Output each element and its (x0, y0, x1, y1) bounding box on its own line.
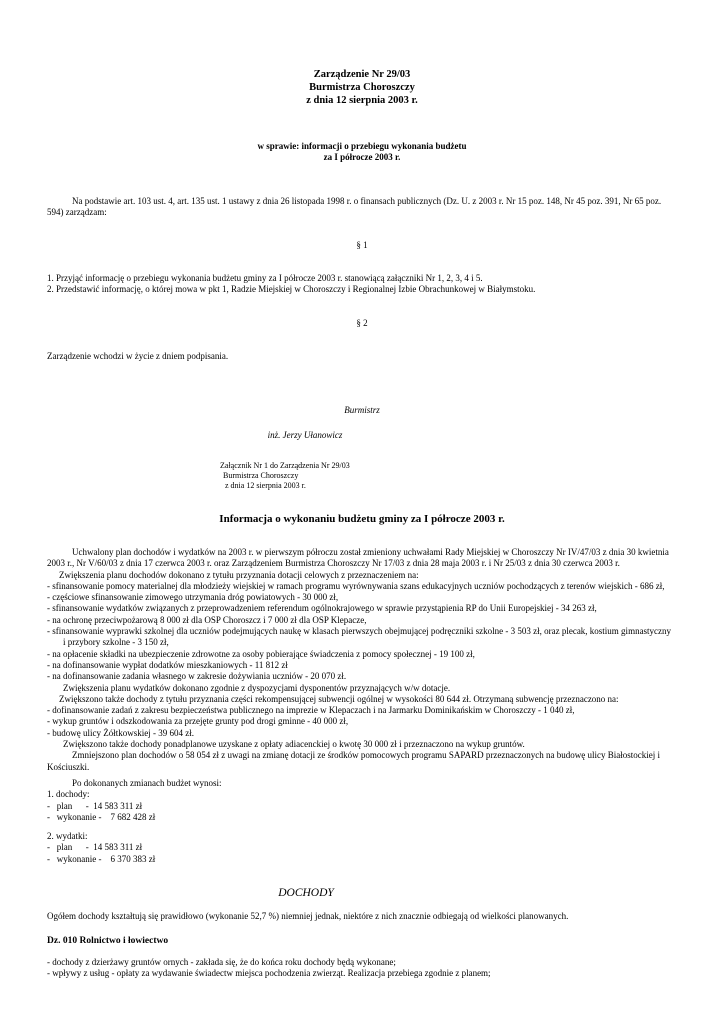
budget-summary (47, 778, 347, 823)
budget-expenses (47, 831, 347, 865)
income-item: - na ochronę przeciwpożarową 8 000 zł dla OSP Choroszcz i 7 000 zł dla OSP Klepacze, (47, 614, 367, 625)
annex-line-3: z dnia 12 sierpnia 2003 r. (225, 481, 306, 490)
income-item: - sfinansowanie wyprawki szkolnej dla uczniów podejmujących naukę w klasach pierwszych obejmującej podręczniki szkolne - 3 503 zł, oraz plecak, kostium gimnastyczny (47, 626, 672, 637)
income-section-title: DOCHODY (278, 887, 334, 899)
document-title (0, 68, 724, 107)
division-item: - dochody z dzierżawy gruntów ornych - zakłada się, że do końca roku dochody będą wykonane; (47, 957, 396, 967)
signature-role: Burmistrz (344, 405, 380, 415)
paragraph-1-items (47, 273, 687, 296)
subsidy-item: - wykup gruntów i odszkodowania za przejęte grunty pod drogi gminne - 40 000 zł, (47, 716, 349, 727)
budget-expense-execution: - wykonanie - 6 370 383 zł (47, 853, 156, 864)
income-item: - częściowe sfinansowanie zimowego utrzymania dróg powiatowych - 30 000 zł, (47, 592, 339, 603)
body-p6-line-2: Kościuszki. (47, 761, 90, 772)
income-item: - sfinansowanie wydatków związanych z przeprowadzeniem referendum ogólnokrajowego w sprawie przystąpienia RP do Unii Europejskiej - 34 263 zł, (47, 603, 597, 614)
basis-line-2: 594) zarządzam: (47, 207, 107, 218)
subject-line-1: w sprawie: informacji o przebiegu wykonania budżetu (257, 141, 467, 151)
body-p2: Zwiększenia planu dochodów dokonano z tytułu przyznania dotacji celowych z przeznaczeniem na: (59, 569, 419, 580)
info-title: Informacja o wykonaniu budżetu gminy za I półrocze 2003 r. (219, 513, 505, 525)
annex-reference (220, 461, 350, 491)
subject (0, 141, 724, 164)
budget-expense-head: 2. wydatki: (47, 831, 88, 841)
body-p5: Zwiększono także dochody ponadplanowe uzyskane z opłaty adiacenckiej o kwotę 30 000 zł i przeznaczono na wykup gruntów. (63, 739, 525, 750)
paragraph-1-item-2: 2. Przedstawić informację, o której mowa w pkt 1, Radzie Miejskiej w Choroszczy i Regionalnej Izbie Obrachunkowej w Białymstoku. (47, 284, 536, 295)
body-p3: Zwiększenia planu wydatków dokonano zgodnie z dyspozycjami dysponentów przyznających w/w dotacje. (63, 682, 451, 693)
paragraph-1-item-1: 1. Przyjąć informację o przebiegu wykonania budżetu gminy za I półrocze 2003 r. stanowiącą załączniki Nr 1, 2, 3, 4 i 5. (47, 273, 483, 283)
title-line-3: z dnia 12 sierpnia 2003 r. (306, 95, 418, 106)
budget-income-plan: - plan - 14 583 311 zł (47, 800, 143, 811)
signature-name: inż. Jerzy Ułanowicz (267, 430, 343, 440)
division-item: - wpływy z usług - opłaty za wydawanie świadectw miejsca pochodzenia zwierząt. Realizacja przebiega zgodnie z planem; (47, 968, 491, 979)
income-item: - na dofinansowanie wypłat dodatków mieszkaniowych - 11 812 zł (47, 659, 288, 670)
legal-basis (47, 196, 687, 219)
budget-income-execution: - wykonanie - 7 682 428 zł (47, 811, 156, 822)
budget-income-head: 1. dochody: (47, 789, 90, 800)
body-p6-line-1: Zmniejszono plan dochodów o 58 054 zł z uwagi na zmianę dotacji ze środków pomocowych programu SAPARD przeznaczonych na budowę ulicy Białostockiej i (72, 750, 661, 761)
body-p1-line-2: 2003 r., Nr V/60/03 z dnia 17 czerwca 2003 r. oraz Zarządzeniem Burmistrza Choroszczy Nr 17/03 z dnia 28 maja 2003 r. i Nr 25/03 z dnia 30 czerwca 2003 r. (47, 558, 620, 569)
income-item: - na dofinansowanie zadania własnego w zakresie dożywiania uczniów - 20 070 zł. (47, 671, 347, 682)
division-items (47, 957, 687, 980)
subject-line-2: za I półrocze 2003 r. (323, 152, 401, 163)
income-item-continuation: i przybory szkolne - 3 150 zł, (63, 637, 169, 648)
budget-expense-plan: - plan - 14 583 311 zł (47, 842, 143, 853)
info-body (47, 547, 677, 773)
income-item: - na opłacenie składki na ubezpieczenie zdrowotne za osoby pobierające świadczenia z pomocy społecznej - 19 100 zł, (47, 648, 475, 659)
body-p1-line-1: Uchwalony plan dochodów i wydatków na 2003 r. w pierwszym półroczu został zmieniony uchwałami Rady Miejskiej w Choroszczy Nr IV/47/03 z dnia 30 kwietnia (72, 547, 669, 557)
budget-intro: Po dokonanych zmianach budżet wynosi: (72, 778, 222, 788)
paragraph-2-text: Zarządzenie wchodzi w życie z dniem podpisania. (47, 351, 229, 361)
basis-line-1: Na podstawie art. 103 ust. 4, art. 135 ust. 1 ustawy z dnia 26 listopada 1998 r. o finansach publicznych (Dz. U. z 2003 r. Nr 15 poz. 148, Nr 45 poz. 391, Nr 65 poz. (72, 196, 662, 206)
annex-line-2: Burmistrza Choroszczy (223, 471, 299, 480)
title-line-2: Burmistrza Choroszczy (309, 82, 415, 93)
title-line-1: Zarządzenie Nr 29/03 (313, 69, 411, 80)
subsidy-item: - dofinansowanie zadań z zakresu bezpieczeństwa publicznego na imprezie w Klepaczach i na Jarmarku Dominikańskim w Choroszczy - 1 040 zł, (47, 705, 575, 716)
body-p4: Zwiększono także dochody z tytułu przyznania części rekompensującej subwencji ogólnej w wysokości 80 644 zł. Otrzymaną subwencję przeznaczono na: (59, 693, 619, 704)
income-section-summary: Ogółem dochody kształtują się prawidłowo (wykonanie 52,7 %) niemniej jednak, niektóre z nich znacznie odbiegają od wielkości planowanych. (47, 911, 569, 921)
division-title: Dz. 010 Rolnictwo i łowiectwo (47, 936, 169, 946)
subsidy-item: - budowę ulicy Żółtkowskiej - 39 604 zł. (47, 727, 194, 738)
paragraph-2-symbol: § 2 (356, 318, 368, 328)
paragraph-1-symbol: § 1 (356, 240, 368, 250)
annex-line-1: Załącznik Nr 1 do Zarządzenia Nr 29/03 (220, 461, 350, 470)
income-item: - sfinansowanie pomocy materialnej dla młodzieży wiejskiej w ramach programu wyrównywania szans edukacyjnych uczniów pochodzących z terenów wiejskich - 686 zł, (47, 580, 665, 591)
